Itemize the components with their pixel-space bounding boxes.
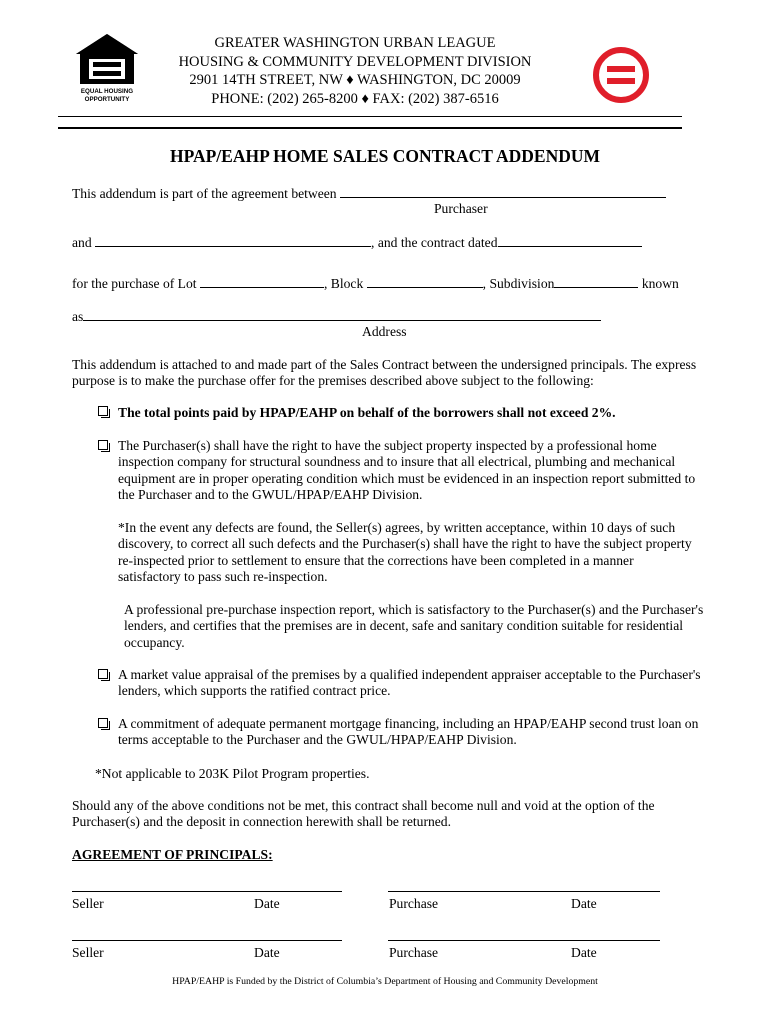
contract-dated-label: , and the contract dated (371, 235, 498, 250)
date-label-1: Date (254, 896, 280, 911)
address-line (72, 308, 601, 326)
lot-label: for the purchase of Lot (72, 276, 197, 291)
condition-4-checkbox[interactable] (98, 718, 108, 728)
intro-paragraph: This addendum is attached to and made part of the Sales Contract between the undersigned principals. The express purpose is to make the purchase offer for the premises described above subject to the following: (72, 357, 697, 389)
org-header (150, 34, 560, 108)
purchase-signature-line-1[interactable] (388, 891, 660, 892)
logo-caption-1: EQUAL HOUSING (80, 88, 134, 95)
known-label: known (641, 276, 679, 291)
org-phone: PHONE: (202) 265-8200 ♦ FAX: (202) 387-6516 (211, 90, 499, 107)
footer-note: HPAP/EAHP is Funded by the District of Columbia’s Department of Housing and Community Development (172, 976, 598, 987)
inspection-report-text: A professional pre-purchase inspection report, which is satisfactory to the Purchaser(s) and the Purchaser's lenders, and certifies that the premises are in decent, safe and sanitary condition suitable for residential occupancy. (124, 602, 704, 650)
org-address: 2901 14TH STREET, NW ♦ WASHINGTON, DC 20009 (189, 72, 521, 89)
seller-label-1: Seller (72, 896, 104, 911)
lot-block-line (72, 275, 679, 293)
seller-name-field[interactable] (95, 234, 371, 247)
condition-1-checkbox[interactable] (98, 406, 108, 416)
condition-3-text: A market value appraisal of the premises by a qualified independent appraiser acceptable to the Purchaser's lenders, which supports the ratified contract price. (118, 667, 701, 699)
seller-label-2: Seller (72, 945, 104, 960)
date-label-3: Date (254, 945, 280, 960)
subdivision-label: , Subdivision (482, 276, 555, 291)
and-contract-line (72, 234, 642, 252)
defects-note: *In the event any defects are found, the Seller(s) agrees, by written acceptance, within 10 days of such discovery, to correct all such defects and the Purchaser(s) shall have the right to have the subject property re-inspected prior to settlement to ensure that the corrections have been completed in a manner satisfactory to pass such re-inspection. (118, 520, 692, 585)
block-label: , Block (323, 276, 364, 291)
condition-3-checkbox[interactable] (98, 669, 108, 679)
agreement-between-line (72, 185, 666, 203)
agreement-heading (72, 847, 273, 863)
closing-paragraph: Should any of the above conditions not be met, this contract shall become null and void at the option of the Purchaser(s) and the deposit in connection herewith shall be returned. (72, 798, 655, 830)
date-label-2: Date (571, 896, 597, 911)
purchase-signature-line-2[interactable] (388, 940, 660, 941)
purchaser-name-field[interactable] (340, 185, 666, 198)
agreement-heading-text: AGREEMENT OF PRINCIPALS: (72, 847, 273, 862)
house-icon (62, 30, 152, 88)
address-field[interactable] (83, 308, 601, 321)
purchaser-caption: Purchaser (434, 201, 488, 216)
lot-field[interactable] (200, 275, 324, 288)
block-field[interactable] (367, 275, 483, 288)
purchase-label-1: Purchase (389, 896, 439, 911)
logo-caption-2: OPPORTUNITY (84, 95, 130, 103)
header-rule-thick (58, 127, 682, 129)
urban-league-logo (592, 46, 650, 104)
and-label: and (72, 235, 92, 250)
agreement-between-label: This addendum is part of the agreement between (72, 186, 337, 201)
condition-4-text: A commitment of adequate permanent mortgage financing, including an HPAP/EAHP second trust loan on terms acceptable to the Purchaser and the GWUL/HPAP/EAHP Division. (118, 716, 699, 748)
condition-2-text: The Purchaser(s) shall have the right to have the subject property inspected by a professional home inspection company for structural soundness and to insure that all electrical, plumbing and mechanical equipment are in proper operating condition which must be evidenced in an inspection report submitted to the Purchaser and to the GWUL/HPAP/EAHP Division. (118, 438, 696, 503)
condition-1-text: The total points paid by HPAP/EAHP on behalf of the borrowers shall not exceed 2%. (118, 405, 616, 420)
address-caption: Address (362, 324, 407, 339)
seller-signature-line-2[interactable] (72, 940, 342, 941)
condition-2-checkbox[interactable] (98, 440, 108, 450)
header-rule-thin (58, 116, 682, 117)
note-203k: *Not applicable to 203K Pilot Program properties. (95, 766, 370, 781)
subdivision-field[interactable] (554, 275, 638, 288)
seller-signature-line-1[interactable] (72, 891, 342, 892)
document-title: HPAP/EAHP HOME SALES CONTRACT ADDENDUM (169, 146, 601, 166)
org-name: GREATER WASHINGTON URBAN LEAGUE (214, 35, 496, 51)
equality-icon (592, 46, 650, 104)
as-label: as (72, 309, 84, 324)
date-label-4: Date (571, 945, 597, 960)
equal-housing-logo (62, 30, 152, 110)
purchase-label-2: Purchase (389, 945, 439, 960)
contract-date-field[interactable] (498, 234, 642, 247)
org-division: HOUSING & COMMUNITY DEVELOPMENT DIVISION (178, 53, 532, 70)
